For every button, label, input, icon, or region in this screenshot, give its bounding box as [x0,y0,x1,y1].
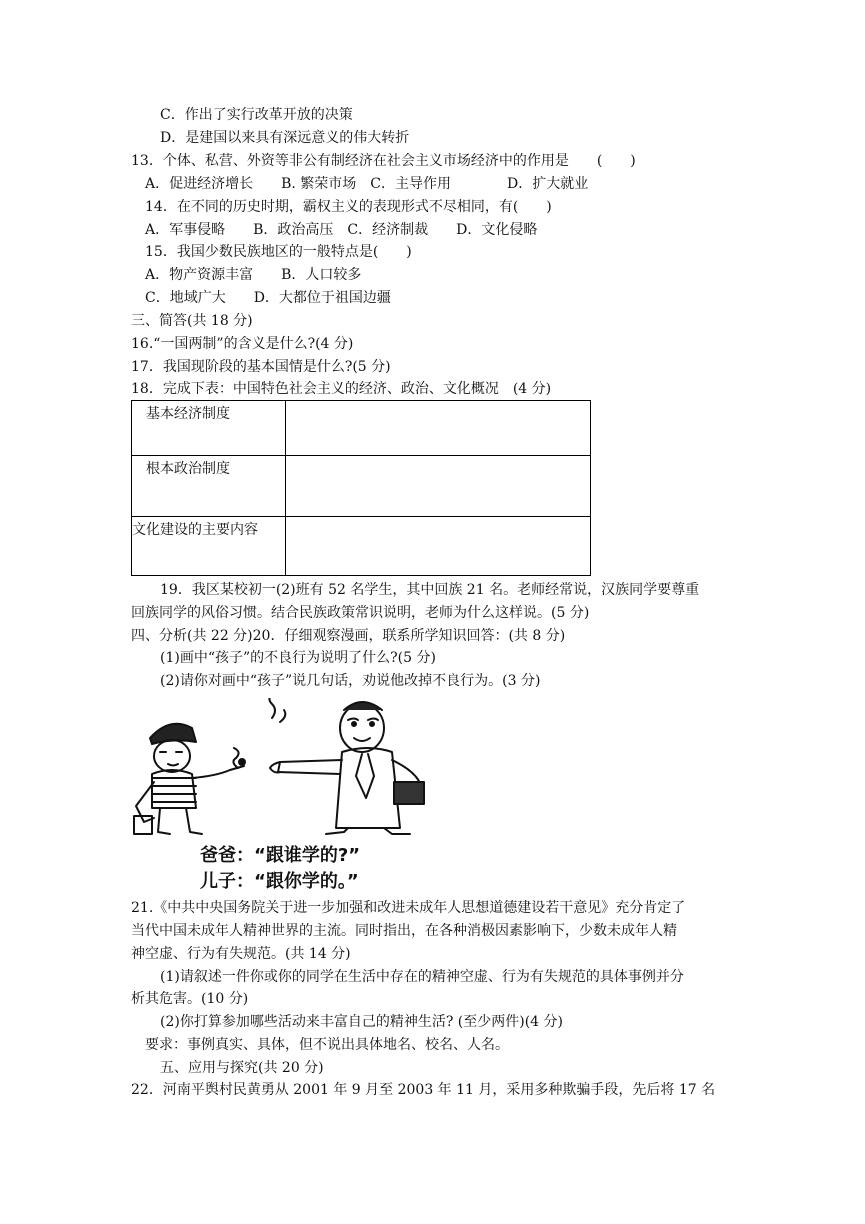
question-16: 16.“一国两制”的含义是什么?(4 分) [131,336,354,352]
table-label: 根本政治制度 [132,456,286,517]
table-label: 基本经济制度 [132,401,286,456]
question-22: 22．河南平舆村民黄勇从 2001 年 9 月至 2003 年 11 月，采用多种欺骗手段，先后将 17 名 [131,1082,716,1098]
table-label: 文化建设的主要内容 [132,517,286,576]
question-15-options-ab: A．物产资源丰富 B．人口较多 [145,267,362,283]
answer-table [131,400,591,576]
question-14: 14．在不同的历史时期，霸权主义的表现形式不尽相同，有( ) [145,199,552,215]
question-13-options: A．促进经济增长 B. 繁荣市场 C．主导作用 D．扩大就业 [145,176,589,192]
question-21-line2: 当代中国未成年人精神世界的主流。同时指出，在各种消极因素影响下，少数未成年人精 [131,923,677,939]
cartoon-caption-son: 儿子：“跟你学的。” [200,871,359,892]
section-4-heading: 四、分析(共 22 分)20．仔细观察漫画，联系所学知识回答：(共 8 分) [131,628,566,644]
question-17: 17．我国现阶段的基本国情是什么?(5 分) [131,359,391,375]
question-21-line3: 神空虚、行为有失规范。(共 14 分) [131,946,351,962]
option-d: D．是建国以来具有深远意义的伟大转折 [160,130,410,146]
cartoon-illustration [130,698,460,838]
question-18: 18．完成下表：中国特色社会主义的经济、政治、文化概况 (4 分) [131,381,552,397]
question-21-requirement: 要求：事例真实、具体，但不说出具体地名、校名、人名。 [145,1037,509,1053]
question-20-part1: (1)画中“孩子”的不良行为说明了什么?(5 分) [160,650,436,666]
question-21-line1: 21.《中共中央国务院关于进一步加强和改进未成年人思想道德建设若干意见》充分肯定了 [131,900,686,916]
cartoon-caption-father: 爸爸：“跟谁学的?” [200,845,361,866]
question-19-line1: 19．我区某校初一(2)班有 52 名学生，其中回族 21 名。老师经常说，汉族同学要尊重 [160,582,700,598]
table-answer-cell[interactable] [286,517,591,576]
table-row [132,456,591,517]
question-21-part1: (1)请叙述一件你或你的同学在生活中存在的精神空虚、行为有失规范的具体事例并分 [160,969,684,985]
question-21-part2: (2)你打算参加哪些活动来丰富自己的精神生活? (至少两件)(4 分) [160,1014,563,1030]
question-21-part1-cont: 析其危害。(10 分) [131,991,249,1007]
table-answer-cell[interactable] [286,456,591,517]
section-3-heading: 三、简答(共 18 分) [131,313,253,329]
section-5-heading: 五、应用与探究(共 20 分) [160,1060,324,1076]
question-14-options: A．军事侵略 B．政治高压 C．经济制裁 D．文化侵略 [145,222,538,238]
table-row [132,517,591,576]
table-row [132,401,591,456]
table-answer-cell[interactable] [286,401,591,456]
option-c: C．作出了实行改革开放的决策 [160,107,353,123]
question-19-line2: 回族同学的风俗习惯。结合民族政策常识说明，老师为什么这样说。(5 分) [131,605,590,621]
question-20-part2: (2)请你对画中“孩子”说几句话，劝说他改掉不良行为。(3 分) [160,673,541,689]
question-15: 15．我国少数民族地区的一般特点是( ) [145,244,412,260]
question-15-options-cd: C．地域广大 D．大都位于祖国边疆 [145,290,391,306]
question-13: 13．个体、私营、外资等非公有制经济在社会主义市场经济中的作用是 ( ) [131,153,636,169]
